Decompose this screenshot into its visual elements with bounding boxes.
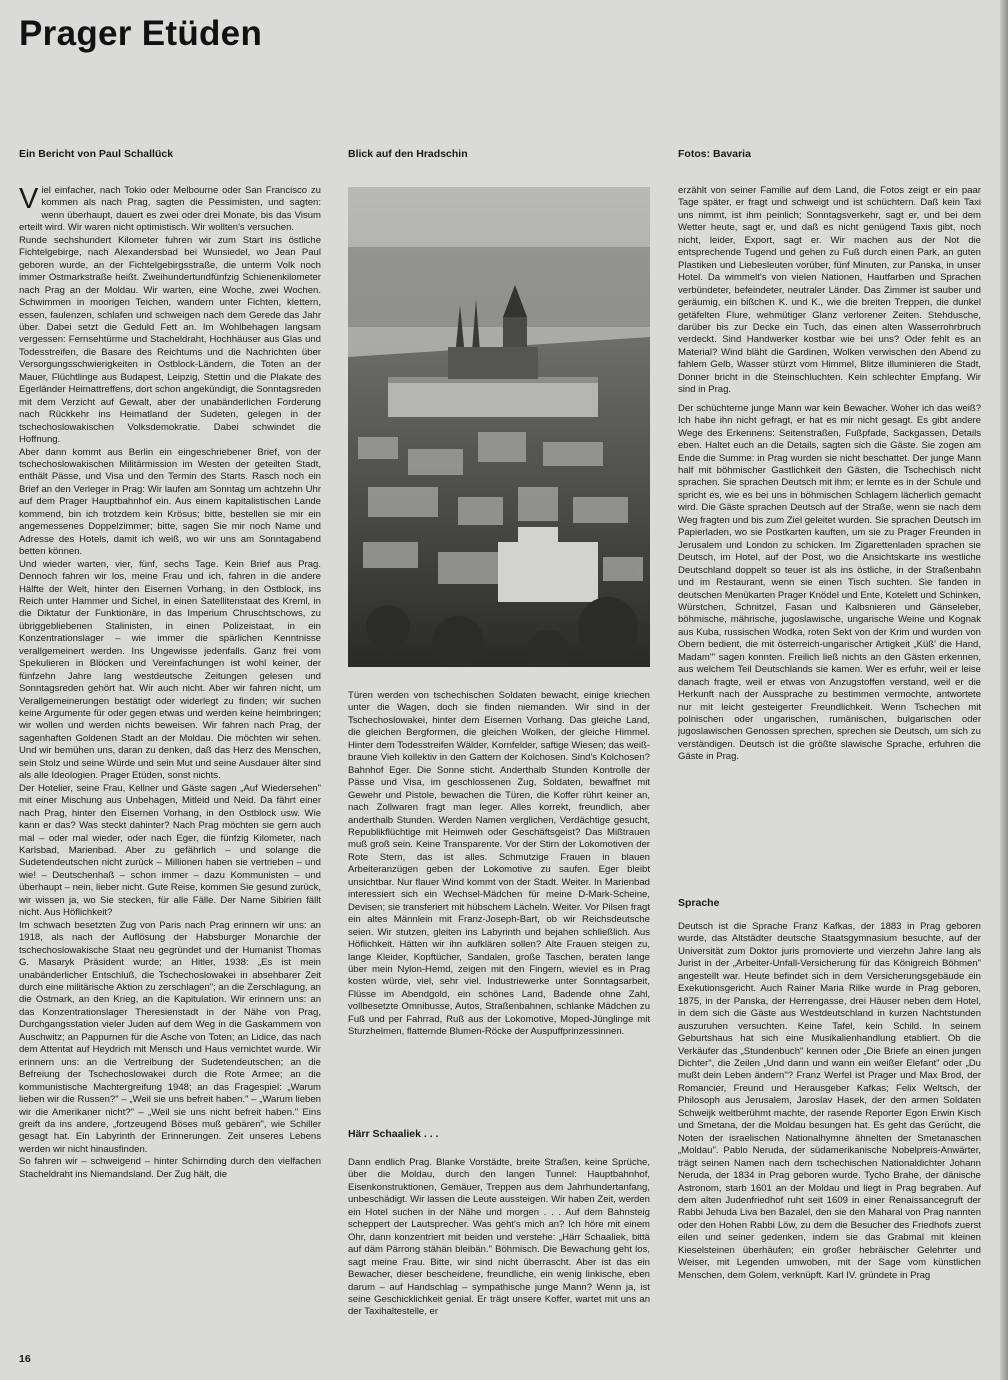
section-heading: Sprache bbox=[678, 897, 720, 909]
paragraph: Der Hotelier, seine Frau, Kellner und Gäste sagen „Auf Wiedersehen" mit einer Mischung aus Unbehagen, Mitleid und Neid. Da fährt einer nach Prag, hinter den Eisernen Vorhang, in den Ostblock usw. Wie kann er das? Was steckt dahinter? Nach Prag möchten sie gern auch mal – oder mal wieder, oder nach Eger, die fünfzig Kilometer, nach Karlsbad, Marienbad. Aber zu gefährlich – und solange die Sudetendeutschen nicht zurück – Millionen haben sie vertrieben – und wie! – Deutschenhaß – schon immer – dazu Kommunisten – und überhaupt – nein, lieber nicht. Gute Reise, kommen Sie gesund zurück, wir wissen ja, wo Sie stecken, für alle Fälle. Der Name Sibirien fällt nicht. Aus Höflichkeit? bbox=[19, 782, 321, 919]
column-1 bbox=[19, 185, 321, 1340]
drop-cap: V bbox=[19, 185, 39, 215]
paragraph: Der schüchterne junge Mann war kein Bewacher. Woher ich das weiß? Ich habe ihn nicht gefragt, er hat es mir nicht gesagt. Es gibt andere Wege des Erkennens: Seitenstraßen, Fußpfade, Sackgassen, Details eben. Haltet euch an die Details, sagten sich die Gäste. Sie zogen am Ende die Summe: in Prag wurden sie nicht beschattet. Der junge Mann half mit böhmischer Gastlichkeit den Gästen, die Tschechisch nicht sprachen. Sie sprachen Deutsch mit ihm; er lernte es in der Schule und spricht es, wie es bei uns in böhmischen Schlagern lächerlich gemacht wird. Die Gäste sprachen Deutsch auf der Straße, wenn sie nach dem Weg fragten und bis zum Ziel geleitet wurden. Sie sprachen Deutsch im Papierladen, wo sie Postkarten kauften, um sie zu Prager Freunden in Jerusalem und London zu schicken. Im Zigarettenladen sprachen sie Deutsch, im Hotel, auf der Post, wo die Ansichtskarte ins westliche Deutschland doppelt so teuer ist als ins östliche, in der Straßenbahn und im Restaurant, wenn sie einen Tisch suchten. Sie fanden in deutschen Menükarten Prager Knödel und Ente, Kotelett und Schinken, Würstchen, Schnitzel, Fasan und Kalbsnieren und Gänseleber, böhmische, mährische, jugoslawische, ungarische Weine und Kognak aus Kuba, russischen Wodka, roten Sekt von der Krim und wurden von Obern bedient, die mit österreich-ungarischer Artigkeit „Küß' die Hand, Madam'" sagen konnten. Freilich ließ nichts an den Gästen erkennen, aus welchem Teil Deutschlands sie kamen. Wer es erfuhr, weil er leise danach fragte, weil er etwas von Anzugstoffen verstand, weil er die Herkunft nach der Aussprache zu bestimmen vermochte, antwortete nur mit leicht gesteigerter Freundlichkeit. Wenn Tschechen mit polnischen oder ungarischen, rumänischen, bulgarischen oder jugoslawischen Genossen sprechen, sprechen sie Deutsch, um sich zu verständigen. Deutsch ist die größte slawische Sprache, erfuhren die Gäste in Prag. bbox=[678, 402, 981, 763]
paragraph: Deutsch ist die Sprache Franz Kafkas, der 1883 in Prag geboren wurde, das Altstädter deutsche Staatsgymnasium besuchte, auf der Universität zum Doktor juris promovierte und vierzehn Jahre lang als Jurist in der „Arbeiter-Unfall-Versicherung für das Königreich Böhmen" angestellt war. Heute befindet sich in dem Versicherungsgebäude ein Exekutionsgericht. Auch Rainer Maria Rilke wurde in Prag geboren, 1875, in der Panska, der Herrengasse, drei Häuser neben dem Hotel, in dem sich die Gäste aus Westdeutschland in kurzen Nachtstunden auszuruhen versuchten. Keine Tafel, kein Schild. In seinem Geburtshaus hat sich eine Musikalienhandlung etabliert. Ob die Verkäufer das „Stundenbuch" kennen oder „Die Briefe an einen jungen Dichter", die Zeilen „Und dann und wann ein weißer Elefant" oder „Du mußt dein Leben ändern"? Franz Werfel ist Prager und Max Brod, der Romancier, Freund und Herausgeber Kafkas; Felix Weltsch, der Philosoph aus Jerusalem, Jaroslav Hasek, der den armen Soldaten Schweijk weltberühmt machte, der rasende Reporter Egon Erwin Kisch und Smetana, der die Moldau besungen hat. Es geht das Gerücht, die Noten der israelischen Nationalhymne ähnelten der Smetanaschen „Moldau". Pablo Neruda, der südamerikanische Nobelpreis-Anwärter, trägt seinen Namen nach dem tschechischen Nationaldichter Johann Neruda, der 1834 in Prag geboren wurde. Tycho Brahe, der dänische Astronom, starb 1601 an der Moldau und liegt in Prag begraben. Auf dem alten Judenfriedhof ruht seit 1609 in einer Renaissancegruft der Rabbi Jehuda Liva ben Bazalel, den sie den Maharal von Prag nannten oder den Hohen Rabbi Löw, zu dem die Besucher des Friedhofs zuerst eilen und seiner gedenken, indem sie das Grabmal mit kleinen Kieselsteinen überhäufen; ein großer hebräischer Gelehrter und Weiser, mit Legenden umwoben, mit der Sage vom künstlichen Menschen, dem Golem, verknüpft. Karl IV. gründete in Prag bbox=[678, 921, 981, 1281]
photo-caption: Blick auf den Hradschin bbox=[348, 148, 468, 160]
column-3 bbox=[678, 185, 981, 875]
paragraph: So fahren wir – schweigend – hinter Schirnding durch den vielfachen Stacheldraht ins Niemandsland. Der Zug hält, die bbox=[19, 1156, 321, 1180]
paragraph: Im schwach besetzten Zug von Paris nach Prag erinnern wir uns: an 1918, als nach der Auflösung der Habsburger Monarchie der tschechoslowakische Staat neu gegründet und der Humanist Thomas G. Masaryk Präsident wurde; an Hitler, 1938: „Es ist mein unabänderlicher Entschluß, die Tschechoslowakei in absehbarer Zeit durch eine militärische Aktion zu zerschlagen"; an die Zerschlagung, an die Ostmark, an den Krieg, an die Kapitulation. Wir erinnern uns: an das Konzentrationslager Theresienstadt in der Nähe von Prag, Durchgangsstation vieler Juden auf dem Weg in die Gaskammern von Auschwitz; an Pappurnen für die Asche von Toten; an Lidice, das nach dem Attentat auf Heydrich mit Mensch und Haus vernichtet wurde. Wir erinnern uns: an die Vertreibung der Sudetendeutschen; an die Befreiung der Tschechoslowakei durch die Rote Armee; an die kommunistische Machtergreifung 1948; an das Fragespiel: „Warum lieben wir die Russen?" – „Weil sie uns befreit haben." – „Warum lieben wir die Amerikaner nicht?" – „Weil sie uns nicht befreit haben." Eins greift da ins andere, „fortzeugend Böses muß gebären", wie Schiller gesagt hat. Ein Labyrinth der Erinnerungen. Zeit unseres Lebens werden wir nicht hinausfinden. bbox=[19, 919, 321, 1155]
paragraph: Aber dann kommt aus Berlin ein eingeschriebener Brief, von der tschechoslowakischen Militärmission im Westen der geteilten Stadt, enthält Pässe, und Visa und den Termin des Starts. Rasch noch ein Brief an den Verleger in Prag: Wir laufen am Sonntag um achtzehn Uhr auf dem Prager Hauptbahnhof ein. Aus einem kapitalistischen Lande kommend, bin ich trotzdem kein Krösus; bitte, bestellen sie mir ein angemessenes Doppelzimmer; bitte, sagen Sie mir noch Name und Adresse des Hotels, damit ich weiß, wo wir uns am Sonntagabend betten können. bbox=[19, 446, 321, 558]
paragraph: Dann endlich Prag. Blanke Vorstädte, breite Straßen, keine Sprüche, über die Moldau, durch den langen Tunnel: Hauptbahnhof, Eisenkonstruktionen, Gemäuer, Treppen aus dem Jahrhundertanfang, unbeschädigt. Wir lassen die Leute aussteigen. Wir haben Zeit, werden ein Hotel suchen in der Nähe und morgen . . . Auf dem Bahnsteig scheppert der Lautsprecher. Was geht's mich an? Ich höre mit einem Ohr, dann konzentriert mit beiden und verstehe: „Härr Schaaliek, bittä auf däm Pärrong stähän bleibän." Böhmisch. Die Bewachung geht los, sagt meine Frau. Bitte, wir sind nicht überrascht. Aber ist das ein Bewacher, dieser bescheidene, freundliche, ein wenig linkische, eben darum – auf Handschlag – sympathische junge Mann? Wenn ja, ist seine Geschicklichkeit genial. Er trägt unsere Koffer, wartet mit uns an der Taxihaltestelle, er bbox=[348, 1157, 650, 1318]
column-2-continued bbox=[348, 1157, 650, 1367]
hradschin-photo bbox=[348, 187, 650, 667]
page-edge bbox=[1000, 0, 1008, 1380]
paragraph: iel einfacher, nach Tokio oder Melbourne oder San Francisco zu kommen als nach Prag, sagten die Pessimisten, und sagten: wenn überhaupt, dauert es zwei oder drei Monate, bis das Visum erteilt wird. Wir waren nicht optimistisch. Wir wollten's versuchen. bbox=[19, 185, 321, 234]
paragraph: Türen werden von tschechischen Soldaten bewacht, einige kriechen unter die Wagen, doch sie finden niemanden. Wir sind in der Tschechoslowakei, hinter dem Eisernen Vorhang. Das gleiche Land, die gleichen Bergformen, die gleichen Wolken, der gleiche Himmel. Hinter dem Todesstreifen Wälder, Kornfelder, saftige Wiesen; das weiß-braune Vieh kollektiv in den Gattern der Kolchosen. Sind's Kolchosen? Bahnhof Eger. Die Sonne sticht. Anderthalb Stunden Kontrolle der Pässe und Visa, im geschlossenen Zug, Soldaten, bewaffnet mit Gewehr und Pistole, bewachen die Türen, die Koffer rührt keiner an, nach Zollwaren fragt man leger. Alles korrekt, freundlich, aber anderthalb Stunden. Werden Namen verglichen, Verdächtige gesucht, Republikflüchtige mit Heimweh oder Geschäftsgeist? Das Mißtrauen muß groß sein. Keine Transparente. Vor der Stirn der Lokomotiven der Rote Stern, das ist alles. Schmutzige Frauen in blauen Arbeiteranzügen geben der Lokomotive zu saufen. Eger bleibt unsichtbar. Nur flauer Wind kommt von der Stadt. Weiter. In Marienbad interessiert sich ein Wechsel-Mädchen für meine D-Mark-Scheine, Devisen; sie transferiert mit hübschem Lächeln. Weiter. Vor Pilsen fragt ein altes Männlein mit Franz-Joseph-Bart, ob wir Reichsdeutsche seien. Wir stutzen, gleiten ins Labyrinth und bejahen schließlich. Aus Höflichkeit. Hätten wir ihn aufklären sollen? Alte Frauen steigen zu, lange Kleider, Kopftücher, Sandalen, große Taschen, beraten lange über mein Nylon-Hemd, zeigen mit den Fingern, wieviel es in Prag kosten würde, viel, sehr viel. Industriewerke unter Sonntagsarbeit, Flüsse im Abendgold, ein schönes Land, Badende ohne Zahl, vollbesetzte Omnibusse, Autos, Straßenbahnen, schlanke Mädchen zu Fuß und per Fahrrad, Ruß aus der Lokomotive, Moped-Jünglinge mit Sturzhelmen, flatternde Blumen-Röcke der Auspuffprinzessinnen. bbox=[348, 690, 650, 1038]
photo-credit: Fotos: Bavaria bbox=[678, 148, 751, 160]
hradschin-photo-illustration bbox=[348, 187, 650, 667]
paragraph: Runde sechshundert Kilometer fuhren wir zum Start ins östliche Fichtelgebirge, nach Alexandersbad bei Wunsiedel, wo Jean Paul geboren wurde, an der Fichtelgebirgsstraße, die unterm Volk noch immer Ostmarkstraße heißt. Zweihundertundfünfzig Schienenkilometer nach Prag an der Moldau. Wir warten, eine Woche, zwei Wochen. Schwimmen in moorigen Teichen, wandern unter Fichten, klettern, essen, faulenzen, schlafen und schweigen nach dem Gerede das Jahr über. Dabei setzt die Geduld Fett an. Im Wohlbehagen langsam vergessen: Fernsehtürme und Stacheldraht, Hochhäuser aus Glas und Todesstreifen, die Basare des Reichtums und die Nachrichten über Versorgungsschwierigkeiten in Ostblock-Ländern, die Toten an der Mauer, Flüchtlinge aus Budapest, Leipzig, Stettin und die Plakate des Egerländer Heimattreffens, dort schon angekündigt, die Sonntagsreden mit dem Verzicht auf Gewalt, aber der unabänderlichen Forderung nach Rückkehr ins Heimatland der Sudeten, gelegen in der tschechoslowakischen Volksdemokratie. Dabei schwindet die Hoffnung. bbox=[19, 234, 321, 446]
paragraph: erzählt von seiner Familie auf dem Land, die Fotos zeigt er ein paar Tage später, er fragt und schweigt und ist schüchtern. Daß kein Taxi uns nimmt, ist ihm peinlich; Sonntagsverkehr, sagt er, und bei dem Wetter heute, sagt er, und daß es nicht genügend Taxis gibt, noch nicht, leider, Export, sagt er. Wir machen aus der Not die entsprechende Tugend und gehen zu Fuß durch einen Park, an guten Plastiken und Liebesleuten vorüber, fünf Minuten, zur Panska, in unser Hotel. Da wimmelt's von vielen Nationen, Hautfarben und Sprachen verbündeter, befeindeter, neutraler Länder. Das Zimmer ist sauber und geräumig, ein bißchen K. und K., wie die breiten Treppen, die dunkel getäfelten Flure, wehmütiger Glanz verlorener Zeiten. Stehdusche, darüber bis zur Decke ein Tuch, das einen alten Wasserrohrbruch verdeckt. Sind Handwerker kostbar wie bei uns? Oder fehlt es an Material? Wind bläht die Gardinen, Wolken verwischen den Abend zu fahlem Gelb, Wasser stürzt vom Himmel, Blitze illuminieren die Stadt, Donner bricht in die Steinschluchten. Kein schlechter Empfang. Wir sind in Prag. bbox=[678, 185, 981, 396]
paragraph: Und wieder warten, vier, fünf, sechs Tage. Kein Brief aus Prag. Dennoch fahren wir los, meine Frau und ich, fahren in die andere Hälfte der Welt, hinter den Eisernen Vorhang, in den Ostblock, ins Reich unter Hammer und Sichel, in einen Satellitenstaat des Kreml, in die Diktatur der Funktionäre, in das Imperium Chruschtschows, zu übriggebliebenen Stalinisten, in einen Polizeistaat, in ein Konzentrationslager – wie immer die spärlichen Kenntnisse verallgemeinert werden. Ins Ungewisse jedenfalls. Ganz frei vom Spekulieren in Blöcken und Vereinfachungen ist wohl keiner, der fünfzehn Jahre lang westdeutsche Zeitungen gelesen und Sonntagsreden gehört hat. Wir auch nicht. Aber wir fahren nicht, um Verallgemeinerungen bestätigt oder widerlegt zu finden; wir suchen keine Argumente für oder gegen etwas und werden keine heimbringen; wir wollen und werden nichts beweisen. Wir fahren nach Prag, der sagenhaften Goldenen Stadt an der Moldau. Die möchten wir sehen. Und wir bemühen uns, daran zu denken, daß das Herz des Menschen, sein Stolz und seine Würde und sein Mut und seine Ausdauer älter sind als alle Ideologien. Prager Etüden, sonst nichts. bbox=[19, 558, 321, 782]
page-number: 16 bbox=[19, 1353, 31, 1365]
section-heading: Härr Schaaliek . . . bbox=[348, 1128, 439, 1140]
column-3-continued bbox=[678, 921, 981, 1366]
byline: Ein Bericht von Paul Schallück bbox=[19, 148, 174, 160]
article-title: Prager Etüden bbox=[19, 14, 263, 53]
